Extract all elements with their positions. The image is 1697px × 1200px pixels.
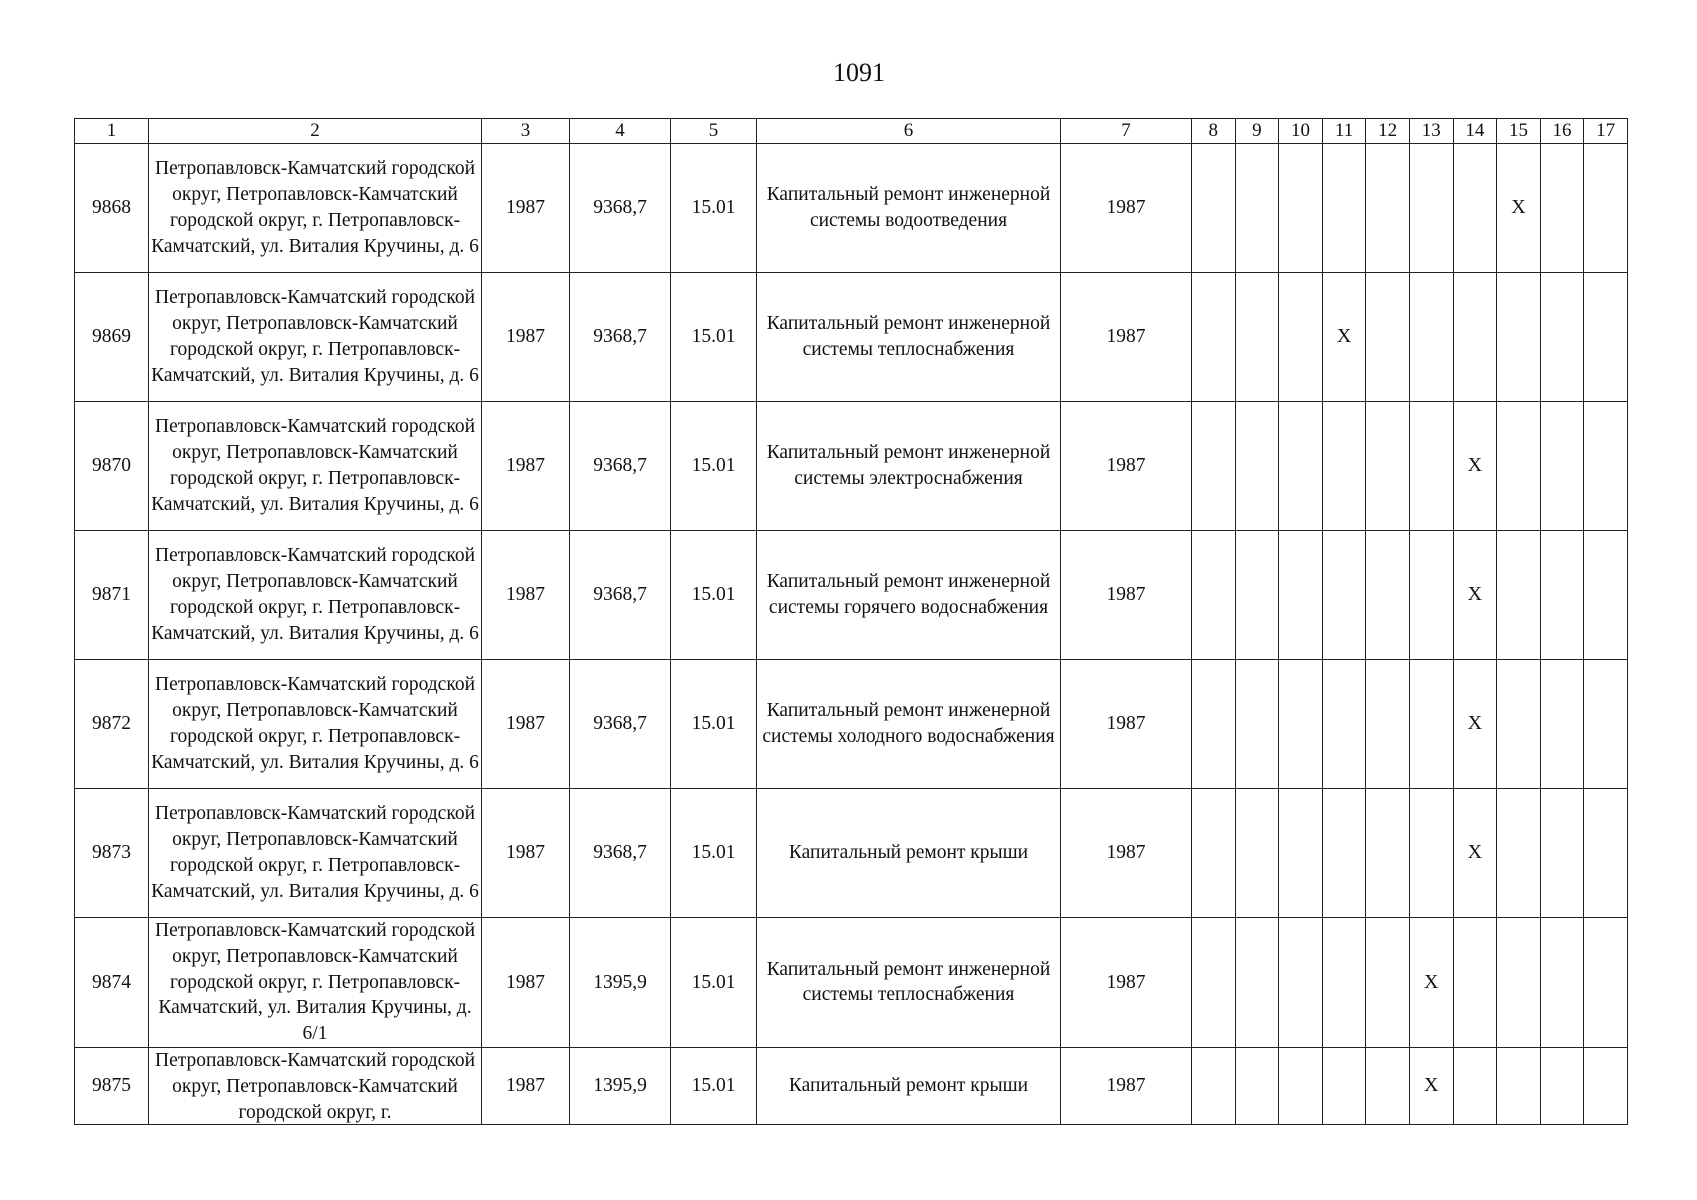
code-cell: 15.01 (671, 273, 757, 402)
table-row (75, 918, 1628, 1048)
code-cell: 15.01 (671, 1047, 757, 1124)
table-row (75, 531, 1628, 660)
schedule-cell-16 (1540, 402, 1584, 531)
code-cell: 15.01 (671, 144, 757, 273)
planned-year-cell: 1987 (1061, 531, 1192, 660)
schedule-cell-17 (1584, 531, 1628, 660)
build-year-cell: 1987 (482, 144, 570, 273)
work-type-cell: Капитальный ремонт инженерной системы теплоснабжения (757, 273, 1061, 402)
address-cell: Петропавловск-Камчатский городской округ, Петропавловск-Камчатский городской округ, г. Петропавловск-Камчатский, ул. Виталия Кручины, д. 6 (149, 660, 482, 789)
schedule-cell-17 (1584, 273, 1628, 402)
schedule-cell-8 (1192, 918, 1236, 1048)
column-header-5: 5 (671, 119, 757, 144)
column-header-17: 17 (1584, 119, 1628, 144)
build-year-cell: 1987 (482, 789, 570, 918)
schedule-cell-8 (1192, 402, 1236, 531)
schedule-cell-12 (1366, 273, 1410, 402)
row-number-cell: 9872 (75, 660, 149, 789)
schedule-cell-15 (1497, 789, 1541, 918)
schedule-mark: X (1467, 841, 1483, 864)
address-cell: Петропавловск-Камчатский городской округ, Петропавловск-Камчатский городской округ, г. Петропавловск-Камчатский, ул. Виталия Кручины, д. 6 (149, 144, 482, 273)
planned-year-cell: 1987 (1061, 402, 1192, 531)
schedule-cell-10 (1279, 273, 1323, 402)
column-header-11: 11 (1322, 119, 1366, 144)
schedule-cell-14 (1453, 273, 1497, 402)
work-type-cell: Капитальный ремонт инженерной системы теплоснабжения (757, 918, 1061, 1048)
schedule-cell-10 (1279, 789, 1323, 918)
schedule-cell-9 (1235, 273, 1279, 402)
schedule-cell-16 (1540, 1047, 1584, 1124)
schedule-cell-17 (1584, 660, 1628, 789)
row-number-cell: 9875 (75, 1047, 149, 1124)
column-number-header (75, 119, 1628, 144)
table-row (75, 660, 1628, 789)
schedule-cell-11 (1322, 531, 1366, 660)
schedule-cell-15 (1497, 144, 1541, 273)
row-number-cell: 9870 (75, 402, 149, 531)
build-year-cell: 1987 (482, 918, 570, 1048)
column-header-9: 9 (1235, 119, 1279, 144)
schedule-mark: X (1424, 1074, 1439, 1097)
schedule-cell-15 (1497, 402, 1541, 531)
schedule-cell-17 (1584, 918, 1628, 1048)
schedule-cell-17 (1584, 1047, 1628, 1124)
table-row (75, 402, 1628, 531)
build-year-cell: 1987 (482, 660, 570, 789)
schedule-cell-9 (1235, 402, 1279, 531)
area-cell: 9368,7 (570, 402, 671, 531)
schedule-cell-12 (1366, 1047, 1410, 1124)
schedule-cell-14 (1453, 1047, 1497, 1124)
schedule-cell-9 (1235, 144, 1279, 273)
planned-year-cell: 1987 (1061, 144, 1192, 273)
schedule-mark: X (1467, 454, 1483, 477)
schedule-cell-12 (1366, 660, 1410, 789)
column-header-14: 14 (1453, 119, 1497, 144)
schedule-cell-9 (1235, 918, 1279, 1048)
schedule-cell-15 (1497, 918, 1541, 1048)
schedule-cell-13 (1409, 402, 1453, 531)
schedule-cell-9 (1235, 789, 1279, 918)
address-cell: Петропавловск-Камчатский городской округ, Петропавловск-Камчатский городской округ, г. Петропавловск-Камчатский, ул. Виталия Кручины, д. 6 (149, 531, 482, 660)
work-type-cell: Капитальный ремонт крыши (757, 789, 1061, 918)
schedule-cell-16 (1540, 531, 1584, 660)
schedule-cell-15 (1497, 531, 1541, 660)
code-cell: 15.01 (671, 918, 757, 1048)
column-header-1: 1 (75, 119, 149, 144)
schedule-cell-12 (1366, 531, 1410, 660)
schedule-cell-13 (1409, 789, 1453, 918)
schedule-cell-11 (1322, 402, 1366, 531)
schedule-cell-16 (1540, 918, 1584, 1048)
schedule-cell-13 (1409, 144, 1453, 273)
schedule-cell-14 (1453, 918, 1497, 1048)
schedule-cell-10 (1279, 144, 1323, 273)
schedule-cell-15 (1497, 660, 1541, 789)
area-cell: 9368,7 (570, 273, 671, 402)
area-cell: 9368,7 (570, 660, 671, 789)
schedule-mark: X (1424, 970, 1439, 993)
schedule-cell-8 (1192, 660, 1236, 789)
schedule-cell-15 (1497, 273, 1541, 402)
table-row (75, 273, 1628, 402)
planned-year-cell: 1987 (1061, 660, 1192, 789)
schedule-mark: X (1336, 325, 1352, 348)
work-type-cell: Капитальный ремонт инженерной системы электроснабжения (757, 402, 1061, 531)
schedule-cell-11 (1322, 144, 1366, 273)
column-header-4: 4 (570, 119, 671, 144)
work-type-cell: Капитальный ремонт инженерной системы горячего водоснабжения (757, 531, 1061, 660)
schedule-cell-13 (1409, 1047, 1453, 1124)
area-cell: 9368,7 (570, 144, 671, 273)
schedule-cell-10 (1279, 531, 1323, 660)
address-cell: Петропавловск-Камчатский городской округ, Петропавловск-Камчатский городской округ, г. Петропавловск-Камчатский, ул. Виталия Кручины, д. 6 (149, 273, 482, 402)
build-year-cell: 1987 (482, 273, 570, 402)
schedule-cell-17 (1584, 144, 1628, 273)
column-header-10: 10 (1279, 119, 1323, 144)
address-text: Петропавловск-Камчатский городской округ, Петропавловск-Камчатский городской округ, г. (154, 1049, 476, 1123)
schedule-cell-13 (1409, 273, 1453, 402)
address-cell: Петропавловск-Камчатский городской округ, Петропавловск-Камчатский городской округ, г. Петропавловск-Камчатский, ул. Виталия Кручины, д. 6/1 (149, 918, 482, 1048)
column-header-3: 3 (482, 119, 570, 144)
planned-year-cell: 1987 (1061, 1047, 1192, 1124)
column-header-16: 16 (1540, 119, 1584, 144)
schedule-cell-10 (1279, 660, 1323, 789)
schedule-cell-8 (1192, 273, 1236, 402)
row-number-cell: 9874 (75, 918, 149, 1048)
column-header-13: 13 (1409, 119, 1453, 144)
schedule-cell-10 (1279, 918, 1323, 1048)
table-row (75, 144, 1628, 273)
build-year-cell: 1987 (482, 402, 570, 531)
row-number-cell: 9868 (75, 144, 149, 273)
work-type-cell: Капитальный ремонт крыши (757, 1047, 1061, 1124)
schedule-mark: X (1511, 196, 1526, 219)
column-header-6: 6 (757, 119, 1061, 144)
header-row (75, 119, 1628, 144)
row-number-cell: 9873 (75, 789, 149, 918)
build-year-cell: 1987 (482, 531, 570, 660)
table-body (75, 144, 1628, 1125)
address-cell (149, 1047, 482, 1124)
column-header-7: 7 (1061, 119, 1192, 144)
schedule-cell-13 (1409, 660, 1453, 789)
repair-schedule-table (74, 118, 1628, 1125)
row-number-cell: 9871 (75, 531, 149, 660)
code-cell: 15.01 (671, 789, 757, 918)
schedule-cell-12 (1366, 918, 1410, 1048)
schedule-cell-17 (1584, 402, 1628, 531)
schedule-cell-11 (1322, 789, 1366, 918)
area-cell: 1395,9 (570, 1047, 671, 1124)
schedule-cell-10 (1279, 1047, 1323, 1124)
schedule-cell-12 (1366, 144, 1410, 273)
column-header-12: 12 (1366, 119, 1410, 144)
schedule-cell-9 (1235, 531, 1279, 660)
address-cell: Петропавловск-Камчатский городской округ, Петропавловск-Камчатский городской округ, г. Петропавловск-Камчатский, ул. Виталия Кручины, д. 6 (149, 402, 482, 531)
address-cell: Петропавловск-Камчатский городской округ, Петропавловск-Камчатский городской округ, г. Петропавловск-Камчатский, ул. Виталия Кручины, д. 6 (149, 789, 482, 918)
schedule-cell-9 (1235, 1047, 1279, 1124)
schedule-cell-9 (1235, 660, 1279, 789)
area-cell: 1395,9 (570, 918, 671, 1048)
page-number: 1091 (833, 58, 885, 87)
planned-year-cell: 1987 (1061, 273, 1192, 402)
column-header-15: 15 (1497, 119, 1541, 144)
schedule-cell-8 (1192, 144, 1236, 273)
schedule-cell-11 (1322, 1047, 1366, 1124)
area-cell: 9368,7 (570, 531, 671, 660)
schedule-cell-13 (1409, 531, 1453, 660)
build-year-cell: 1987 (482, 1047, 570, 1124)
schedule-cell-13 (1409, 918, 1453, 1048)
work-type-cell: Капитальный ремонт инженерной системы холодного водоснабжения (757, 660, 1061, 789)
schedule-cell-16 (1540, 660, 1584, 789)
area-cell: 9368,7 (570, 789, 671, 918)
schedule-cell-12 (1366, 402, 1410, 531)
schedule-cell-11 (1322, 660, 1366, 789)
schedule-cell-8 (1192, 1047, 1236, 1124)
schedule-cell-12 (1366, 789, 1410, 918)
row-number-cell: 9869 (75, 273, 149, 402)
schedule-mark: X (1467, 583, 1483, 606)
column-header-8: 8 (1192, 119, 1236, 144)
column-header-2: 2 (149, 119, 482, 144)
schedule-cell-10 (1279, 402, 1323, 531)
schedule-cell-14 (1453, 144, 1497, 273)
table-row (75, 789, 1628, 918)
schedule-cell-14 (1453, 402, 1497, 531)
schedule-cell-11 (1322, 918, 1366, 1048)
schedule-cell-17 (1584, 789, 1628, 918)
schedule-cell-14 (1453, 660, 1497, 789)
schedule-cell-11 (1322, 273, 1366, 402)
schedule-cell-8 (1192, 531, 1236, 660)
code-cell: 15.01 (671, 660, 757, 789)
code-cell: 15.01 (671, 402, 757, 531)
planned-year-cell: 1987 (1061, 918, 1192, 1048)
planned-year-cell: 1987 (1061, 789, 1192, 918)
schedule-cell-14 (1453, 789, 1497, 918)
schedule-mark: X (1467, 712, 1483, 735)
schedule-cell-16 (1540, 789, 1584, 918)
schedule-cell-16 (1540, 273, 1584, 402)
schedule-cell-15 (1497, 1047, 1541, 1124)
schedule-cell-14 (1453, 531, 1497, 660)
work-type-cell: Капитальный ремонт инженерной системы водоотведения (757, 144, 1061, 273)
code-cell: 15.01 (671, 531, 757, 660)
schedule-cell-16 (1540, 144, 1584, 273)
table-row (75, 1047, 1628, 1124)
schedule-cell-8 (1192, 789, 1236, 918)
